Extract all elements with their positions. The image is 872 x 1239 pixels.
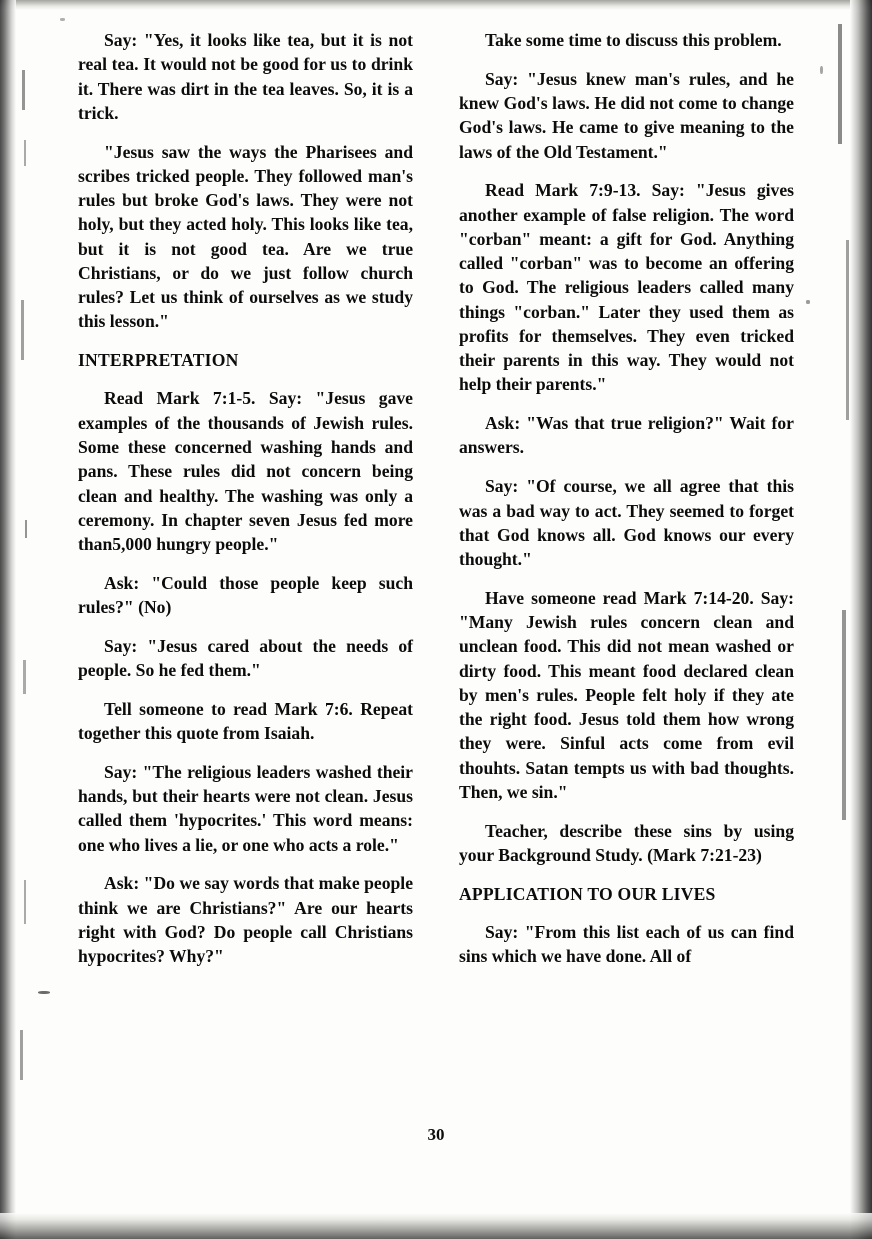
- body-paragraph: Say: "Jesus cared about the needs of people. So he fed them.": [78, 635, 413, 681]
- scan-speck: [60, 18, 65, 21]
- body-paragraph: Say: "Of course, we all agree that this was a bad way to act. They seemed to forget that God knows all. God knows our every thought.": [459, 476, 794, 570]
- scan-tick-mark: [838, 24, 842, 144]
- body-paragraph: Say: "The religious leaders washed their hands, but their hearts were not clean. Jesus called them 'hypocrites.' This word means: one who lives a lie, or one who acts a role.": [78, 761, 413, 855]
- scan-speck: [38, 991, 50, 994]
- scan-speck: [820, 66, 823, 74]
- body-paragraph: Read Mark 7:1-5. Say: "Jesus gave examples of the thousands of Jewish rules. Some these concerned washing hands and pans. These rules did not concern being clean and healthy. The washing was only a ceremony. In chapter seven Jesus fed more than5,000 hungry people.": [78, 388, 413, 555]
- scan-tick-mark: [842, 610, 846, 820]
- section-heading-interpretation: INTERPRETATION: [78, 350, 239, 371]
- scan-edge-right: [850, 0, 872, 1239]
- body-paragraph: Take some time to discuss this problem.: [485, 30, 782, 50]
- scan-speck: [806, 300, 810, 304]
- scan-tick-mark: [24, 880, 26, 924]
- right-column: [459, 28, 794, 1098]
- page-number: 30: [427, 1125, 445, 1144]
- page-body: [78, 28, 794, 1098]
- scan-tick-mark: [25, 520, 27, 538]
- scan-edge-left: [0, 0, 16, 1239]
- body-paragraph: Say: "Yes, it looks like tea, but it is not real tea. It would not be good for us to drink it. There was dirt in the tea leaves. So, it is a trick.: [78, 30, 413, 123]
- section-heading-application: APPLICATION TO OUR LIVES: [459, 883, 716, 904]
- body-paragraph: "Jesus saw the ways the Pharisees and scribes tricked people. They followed man's rules but broke God's laws. They were not holy, but they acted holy. This looks like tea, but it is not good tea. Are we true Christians, or do we just follow church rules? Let us think of ourselves as we study this lesson.": [78, 141, 413, 332]
- body-paragraph: Ask: "Do we say words that make people think we are Christians?" Are our hearts right with God? Do people call Christians hypocrites? Why?": [78, 873, 413, 967]
- body-paragraph: Ask: "Was that true religion?" Wait for answers.: [459, 413, 794, 458]
- body-paragraph: Say: "Jesus knew man's rules, and he knew God's laws. He did not come to change God's laws. He came to give meaning to the laws of the Old Testament.": [459, 68, 794, 162]
- scan-edge-bottom: [0, 1213, 872, 1239]
- scan-tick-mark: [21, 300, 24, 360]
- scan-tick-mark: [846, 240, 849, 420]
- body-paragraph: Read Mark 7:9-13. Say: "Jesus gives another example of false religion. The word "corban" meant: a gift for God. Anything called "corban" was to become an offering to God. The religious leaders called many things "corban." Later they used them as profits for themselves. They even tricked their parents in this way. They would not help their parents.": [459, 180, 794, 395]
- body-paragraph: Ask: "Could those people keep such rules?" (No): [78, 572, 413, 618]
- scan-tick-mark: [23, 660, 26, 694]
- body-paragraph: Tell someone to read Mark 7:6. Repeat together this quote from Isaiah.: [78, 698, 413, 744]
- scan-edge-top: [0, 0, 872, 10]
- scan-tick-mark: [20, 1030, 23, 1080]
- body-paragraph: Say: "From this list each of us can find sins which we have done. All of: [459, 922, 794, 967]
- left-column: [78, 28, 413, 1098]
- body-paragraph: Have someone read Mark 7:14-20. Say: "Many Jewish rules concern clean and unclean food. This did not mean washed or dirty food. This meant food declared clean by men's rules. People felt holy if they ate the right food. Jesus told them how wrong they were. Sinful acts come from evil thouhts. Satan tempts us with bad thoughts. Then, we sin.": [459, 587, 794, 802]
- scan-tick-mark: [24, 140, 26, 166]
- scan-tick-mark: [22, 70, 25, 110]
- body-paragraph: Teacher, describe these sins by using your Background Study. (Mark 7:21-23): [459, 820, 794, 865]
